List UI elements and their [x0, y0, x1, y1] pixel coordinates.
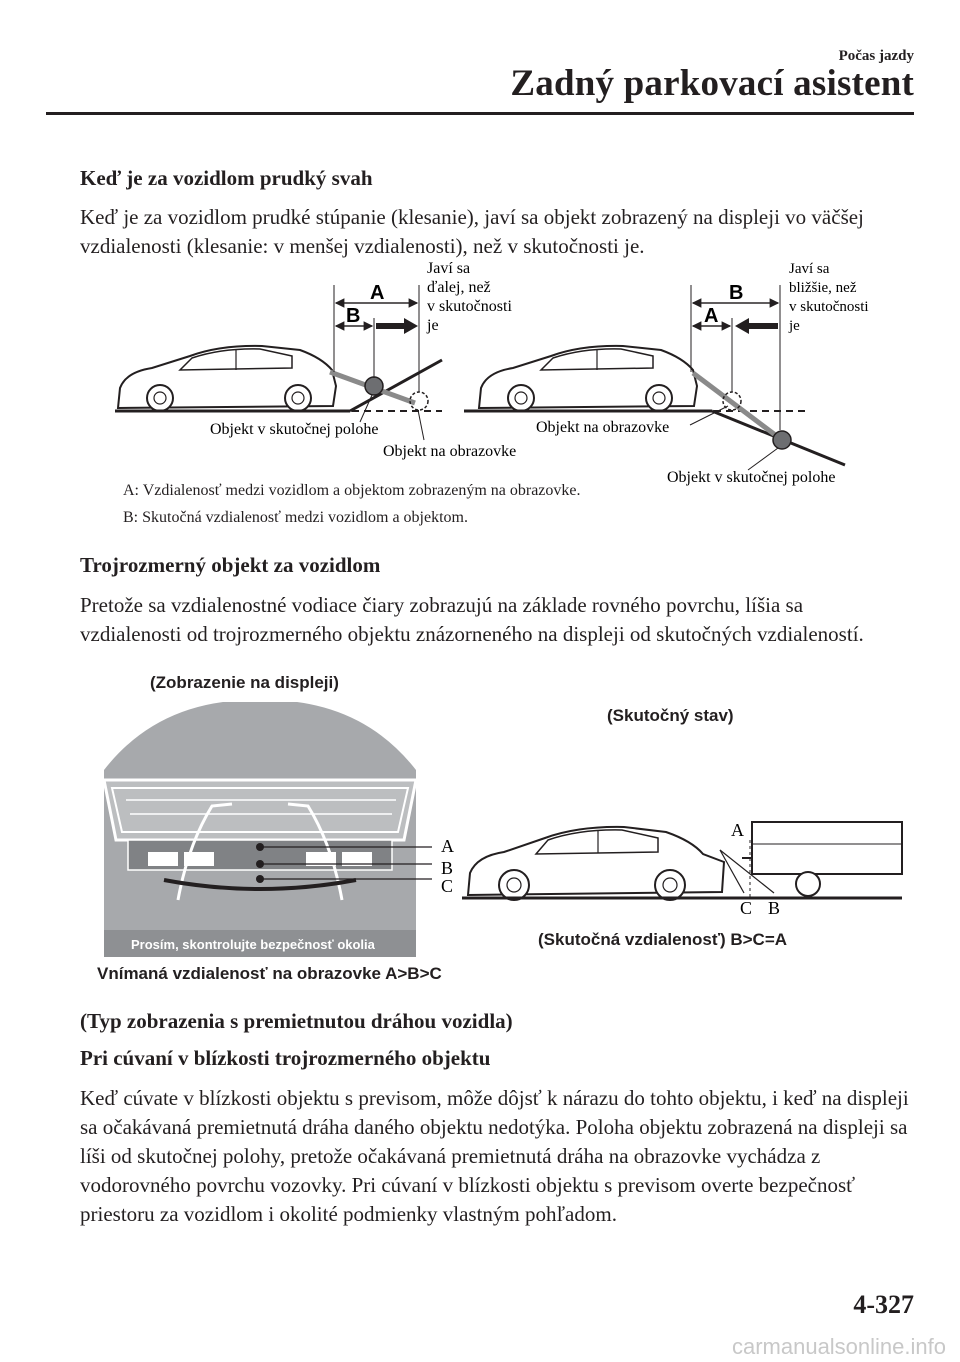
marker-a: A	[441, 836, 454, 856]
actual-marker-b: B	[768, 898, 781, 918]
header-rule	[46, 112, 914, 115]
camera-display	[104, 700, 416, 957]
slope-heading: Keď je za vozidlom prudký svah	[80, 166, 373, 190]
right-note-line3: v skutočnosti	[789, 299, 869, 315]
slope-paragraph: Keď je za vozidlom prudké stúpanie (klesanie), javí sa objekt zobrazený na displeji vo väčšej vzdialenosti (klesanie: v menšej vzdialenosti), než v skutočnosti je.	[80, 205, 864, 258]
watermark: carmanualsonline.info	[731, 1334, 946, 1359]
left-note-line4: je	[427, 317, 439, 334]
actual-distance: (Skutočná vzdialenosť) B>C=A	[538, 930, 788, 949]
actual-marker-c: C	[740, 898, 753, 918]
right-letter-a: A	[704, 305, 719, 327]
object-real-left	[365, 377, 383, 395]
three-d-diagram	[0, 700, 960, 960]
display-title: (Zobrazenie na displeji)	[150, 673, 339, 692]
right-label-screen: Objekt na obrazovke	[536, 419, 670, 436]
marker-c: C	[441, 876, 454, 896]
display-warning: Prosím, skontrolujte bezpečnosť okolia	[131, 937, 375, 952]
page-number: 4-327	[853, 1290, 914, 1319]
marker-b: B	[441, 858, 454, 878]
camera-ray-right	[693, 373, 782, 440]
left-label-screen: Objekt na obrazovke	[383, 443, 517, 460]
car-actual	[468, 827, 724, 900]
legend-b: B: Skutočná vzdialenosť medzi vozidlom a objektom.	[123, 509, 468, 526]
car-left	[118, 346, 336, 411]
actual-marker-a: A	[731, 820, 744, 840]
car-right	[479, 346, 697, 411]
projected-heading: Pri cúvaní v blízkosti trojrozmerného objektu	[80, 1046, 491, 1070]
chapter-title: Zadný parkovací asistent	[510, 63, 914, 104]
right-letter-b: B	[729, 282, 744, 304]
perceived-distance: Vnímaná vzdialenosť na obrazovke A>B>C	[97, 964, 442, 983]
right-note-line1: Javí sa	[789, 261, 830, 277]
right-label-real: Objekt v skutočnej polohe	[667, 469, 836, 486]
left-letter-a: A	[370, 282, 385, 304]
legend-a: A: Vzdialenosť medzi vozidlom a objektom zobrazeným na obrazovke.	[123, 482, 581, 499]
right-note-line2: bližšie, než	[789, 280, 857, 296]
section-label: Počas jazdy	[838, 48, 914, 64]
three-d-heading: Trojrozmerný objekt za vozidlom	[80, 553, 381, 577]
trailer-object	[742, 822, 902, 896]
left-label-real: Objekt v skutočnej polohe	[210, 421, 379, 438]
projected-paragraph: Keď cúvate v blízkosti objektu s previsom, môže dôjsť k nárazu do tohto objektu, i keď na displeji sa očakávaná premietnutá dráha daného objektu nedotýka. Poloha objektu zobrazená na displeji sa líši od skutočnej polohy, pretože očakávaná premietnutá dráha na obrazovke vychádza z vodorovného povrchu vozovky. Pri cúvaní v blízkosti objektu s previsom overte bezpečnosť priestoru za vozidlom i okolité podmienky vlastným pohľadom.	[80, 1086, 909, 1226]
left-note-line2: ďalej, než	[427, 279, 491, 296]
left-note-line1: Javí sa	[427, 260, 471, 277]
left-letter-b: B	[346, 305, 361, 327]
right-note-line4: je	[789, 318, 800, 334]
object-real-right	[773, 431, 791, 449]
projected-subtitle: (Typ zobrazenia s premietnutou dráhou vozidla)	[80, 1009, 513, 1033]
left-note-line3: v skutočnosti	[427, 298, 512, 315]
three-d-paragraph: Pretože sa vzdialenostné vodiace čiary zobrazujú na základe rovného povrchu, líšia sa vzdialenosti od trojrozmerného objektu znázorneného na displeji od skutočných vzdialeností.	[80, 593, 864, 646]
actual-title: (Skutočný stav)	[607, 706, 734, 725]
